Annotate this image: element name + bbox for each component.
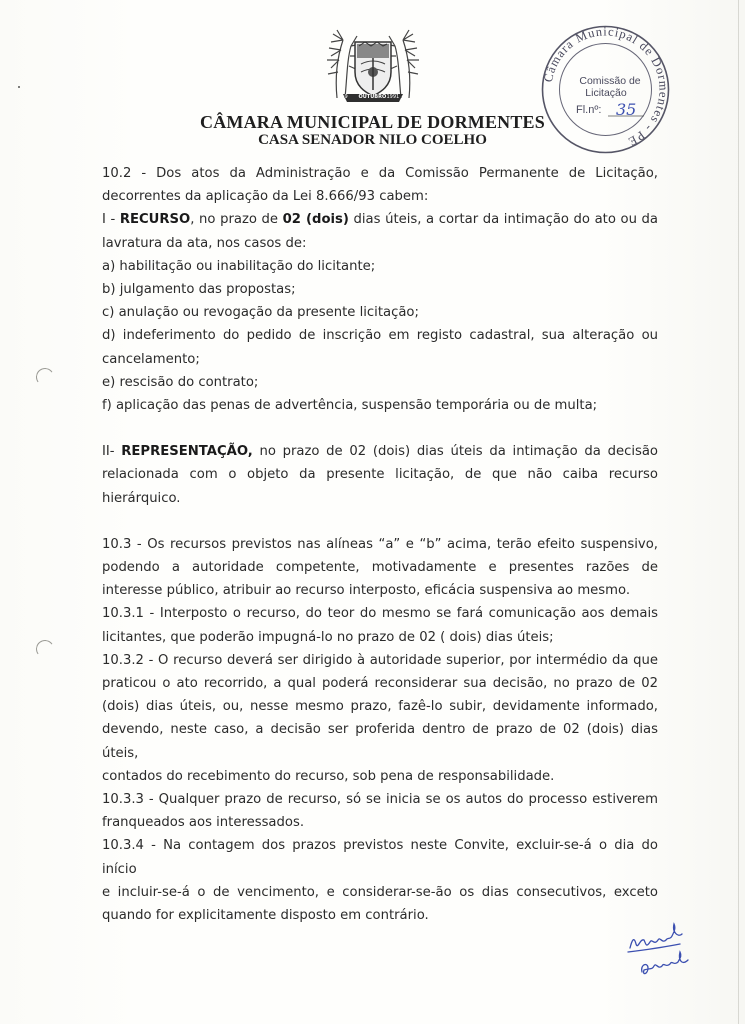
punch-hole-mark <box>35 639 56 660</box>
page-edge <box>738 0 739 1024</box>
paragraph-10-3-4-line1: 10.3.4 - Na contagem dos prazos previstos neste Convite, excluir-se-á o dia do início <box>102 838 658 877</box>
item-ii-line1 <box>102 440 658 463</box>
item-i-line2: lavratura da ata, nos casos de: <box>102 235 307 251</box>
paragraph-10-3-4-line3: quando for explicitamente disposto em contrário. <box>102 908 429 924</box>
item-f: f) aplicação das penas de advertência, suspensão temporária ou de multa; <box>102 398 598 414</box>
paragraph-10-2-line1: 10.2 - Dos atos da Administração e da Comissão Permanente de Licitação, <box>102 166 658 181</box>
item-i-prefix: I - <box>102 212 120 228</box>
crest-ribbon-text: OUTUBRO <box>358 94 387 100</box>
punch-hole-mark <box>35 367 56 388</box>
item-ii-line2: relacionada com o objeto da presente licitação, de que não caiba recurso <box>102 467 658 483</box>
paragraph-10-3-4-line2: e incluir-se-á o de vencimento, e considerar-se-ão os dias consecutivos, exceto <box>102 884 658 900</box>
item-i-line1 <box>102 208 658 231</box>
item-ii-heading: REPRESENTAÇÃO, <box>121 444 253 460</box>
item-b: b) julgamento das propostas; <box>102 282 296 298</box>
crest-day: 9 <box>344 94 348 100</box>
item-d-line1: d) indeferimento do pedido de inscrição em registo cadastral, sua alteração ou <box>102 328 658 344</box>
org-subtitle: CASA SENADOR NILO COELHO <box>258 132 487 148</box>
document-body <box>102 162 658 927</box>
paragraph-10-3-line3: interesse público, atribuir ao recurso interposto, eficácia suspensiva ao mesmo. <box>102 583 631 599</box>
paragraph-10-3-2-line4: devendo, neste caso, a decisão ser proferida dentro de prazo de 02 (dois) dias úteis, <box>102 722 658 761</box>
stamp-fl-number: 35 <box>616 100 637 119</box>
item-ii-prefix: II- <box>102 444 122 460</box>
paragraph-10-3-line2: podendo a autoridade competente, motivadamente e presentes razões de <box>102 560 658 576</box>
paragraph-10-3-2-line1: 10.3.2 - O recurso deverá ser dirigido à autoridade superior, por intermédio da que <box>102 652 658 668</box>
org-title: CÂMARA MUNICIPAL DE DORMENTES <box>200 112 545 132</box>
paragraph-10-3-3-line2: franqueados aos interessados. <box>102 815 305 831</box>
paragraph-10-3-1-line2: licitantes, que poderão impugná-lo no prazo de 02 ( dois) dias úteis; <box>102 629 554 645</box>
crest-year: 1991 <box>386 94 400 100</box>
item-i-rest: dias úteis, a cortar da intimação do ato ou da <box>348 212 658 228</box>
paragraph-10-3-2-line3: (dois) dias úteis, ou, nesse mesmo prazo, fazê-lo subir, devidamente informado, <box>102 699 658 715</box>
item-i-term: 02 (dois) <box>282 212 349 228</box>
stamp-fl-label: Fl.nº: <box>576 104 602 116</box>
scan-speck <box>18 86 20 88</box>
item-c: c) anulação ou revogação da presente licitação; <box>102 305 419 321</box>
item-i-mid: , no prazo de <box>190 212 283 228</box>
letterhead <box>200 28 545 149</box>
item-a: a) habilitação ou inabilitação do licitante; <box>102 258 376 274</box>
item-e: e) rescisão do contrato; <box>102 374 259 390</box>
commission-stamp <box>538 22 673 157</box>
item-i-heading: RECURSO <box>119 212 191 228</box>
stamp-ring-text: Câmara Municipal de Dormentes - PE <box>540 24 671 150</box>
paragraph-10-2-line2: decorrentes da aplicação da Lei 8.666/93 cabem: <box>102 189 429 205</box>
item-ii-line3: hierárquico. <box>102 490 181 506</box>
paragraph-10-3-2-line2: praticou o ato recorrido, a qual poderá reconsiderar sua decisão, no prazo de 02 <box>102 676 658 692</box>
paragraph-10-3-1-line1: 10.3.1 - Interposto o recurso, do teor do mesmo se fará comunicação aos demais <box>102 606 658 622</box>
stamp-line2: Licitação <box>585 87 627 99</box>
item-d-line2: cancelamento; <box>102 351 200 367</box>
handwritten-signature <box>620 910 710 990</box>
paragraph-10-3-2-line5: contados do recebimento do recurso, sob pena de responsabilidade. <box>102 768 555 784</box>
paragraph-10-3-3-line1: 10.3.3 - Qualquer prazo de recurso, só se inicia se os autos do processo estiverem <box>102 792 658 808</box>
stamp-line1: Comissão de <box>579 75 641 87</box>
paragraph-10-3-line1: 10.3 - Os recursos previstos nas alíneas “a” e “b” acima, terão efeito suspensivo, <box>102 536 658 552</box>
item-ii-rest: no prazo de 02 (dois) dias úteis da intimação da decisão <box>252 444 658 460</box>
